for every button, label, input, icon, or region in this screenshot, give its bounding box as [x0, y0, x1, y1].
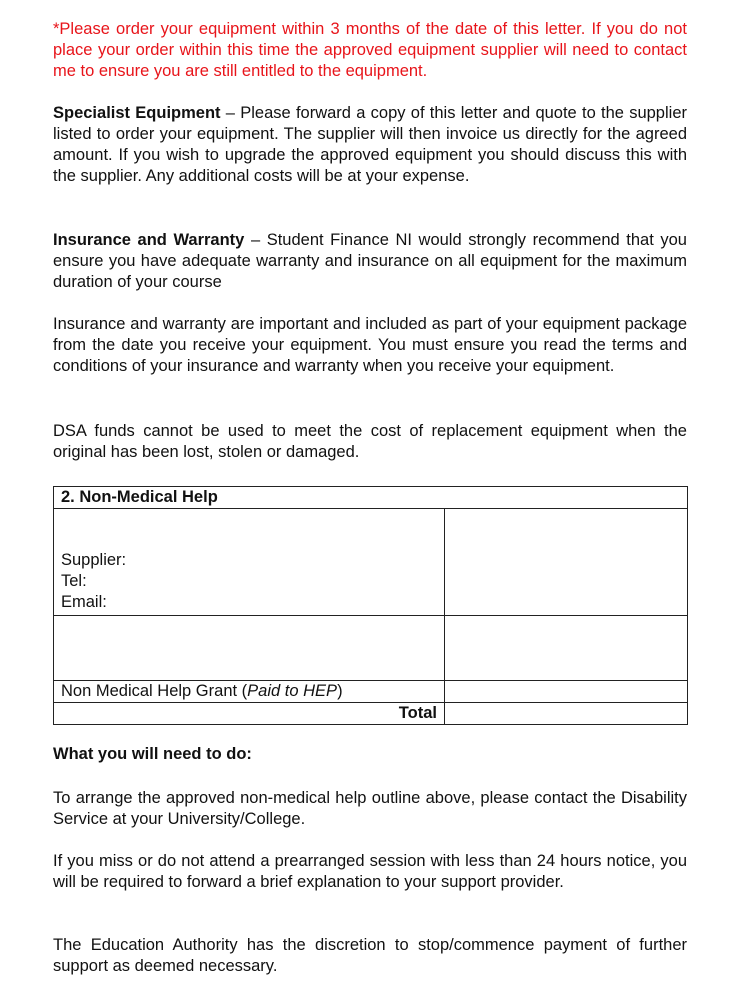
supplier-value-cell	[445, 509, 688, 616]
grant-label-suffix: )	[337, 682, 343, 700]
total-value-cell	[445, 703, 688, 725]
insurance-warranty-title: Insurance and Warranty	[53, 231, 245, 249]
specialist-equipment-paragraph	[53, 103, 687, 187]
grant-value-cell	[445, 681, 688, 703]
table-row	[54, 509, 688, 616]
grant-label-italic: Paid to HEP	[247, 682, 338, 700]
supplier-label: Supplier:	[61, 551, 127, 569]
arrange-help-paragraph: To arrange the approved non-medical help outline above, please contact the Disability Service at your University/College.	[53, 789, 687, 828]
grant-label-cell	[54, 681, 445, 703]
tel-label: Tel:	[61, 572, 87, 590]
missed-session-paragraph: If you miss or do not attend a prearranged session with less than 24 hours notice, you will be required to forward a brief explanation to your support provider.	[53, 852, 687, 891]
blank-value-cell	[445, 616, 688, 681]
table-row	[54, 681, 688, 703]
table-header: 2. Non-Medical Help	[54, 487, 688, 509]
insurance-warranty-paragraph	[53, 230, 687, 293]
table-header-row	[54, 487, 688, 509]
order-deadline-notice: *Please order your equipment within 3 months of the date of this letter. If you do not place your order within this time the approved equipment supplier will need to contact me to ensure you are still entitled to the equipment.	[53, 20, 687, 80]
total-label-cell: Total	[54, 703, 445, 725]
supplier-details-cell	[54, 509, 445, 616]
non-medical-help-table	[53, 486, 688, 725]
what-to-do-heading: What you will need to do:	[53, 745, 252, 763]
blank-cell	[54, 616, 445, 681]
insurance-note-paragraph: Insurance and warranty are important and included as part of your equipment package from the date you receive your equipment. You must ensure you read the terms and conditions of your insurance and warranty when you receive your equipment.	[53, 315, 687, 375]
table-row	[54, 703, 688, 725]
specialist-equipment-title: Specialist Equipment	[53, 104, 221, 122]
education-authority-paragraph: The Education Authority has the discretion to stop/commence payment of further support as deemed necessary.	[53, 936, 687, 975]
table-row	[54, 616, 688, 681]
grant-label-prefix: Non Medical Help Grant (	[61, 682, 248, 700]
email-label: Email:	[61, 593, 107, 611]
insurance-warranty-text: – Student Finance NI would strongly recommend that you ensure you have adequate warranty and insurance on all equipment for the maximum duration of your course	[53, 231, 687, 291]
dsa-funds-paragraph: DSA funds cannot be used to meet the cost of replacement equipment when the original has been lost, stolen or damaged.	[53, 422, 687, 461]
specialist-equipment-text: – Please forward a copy of this letter and quote to the supplier listed to order your equipment. The supplier will then invoice us directly for the agreed amount. If you wish to upgrade the approved equipment you should discuss this with the supplier. Any additional costs will be at your expense.	[53, 104, 687, 185]
